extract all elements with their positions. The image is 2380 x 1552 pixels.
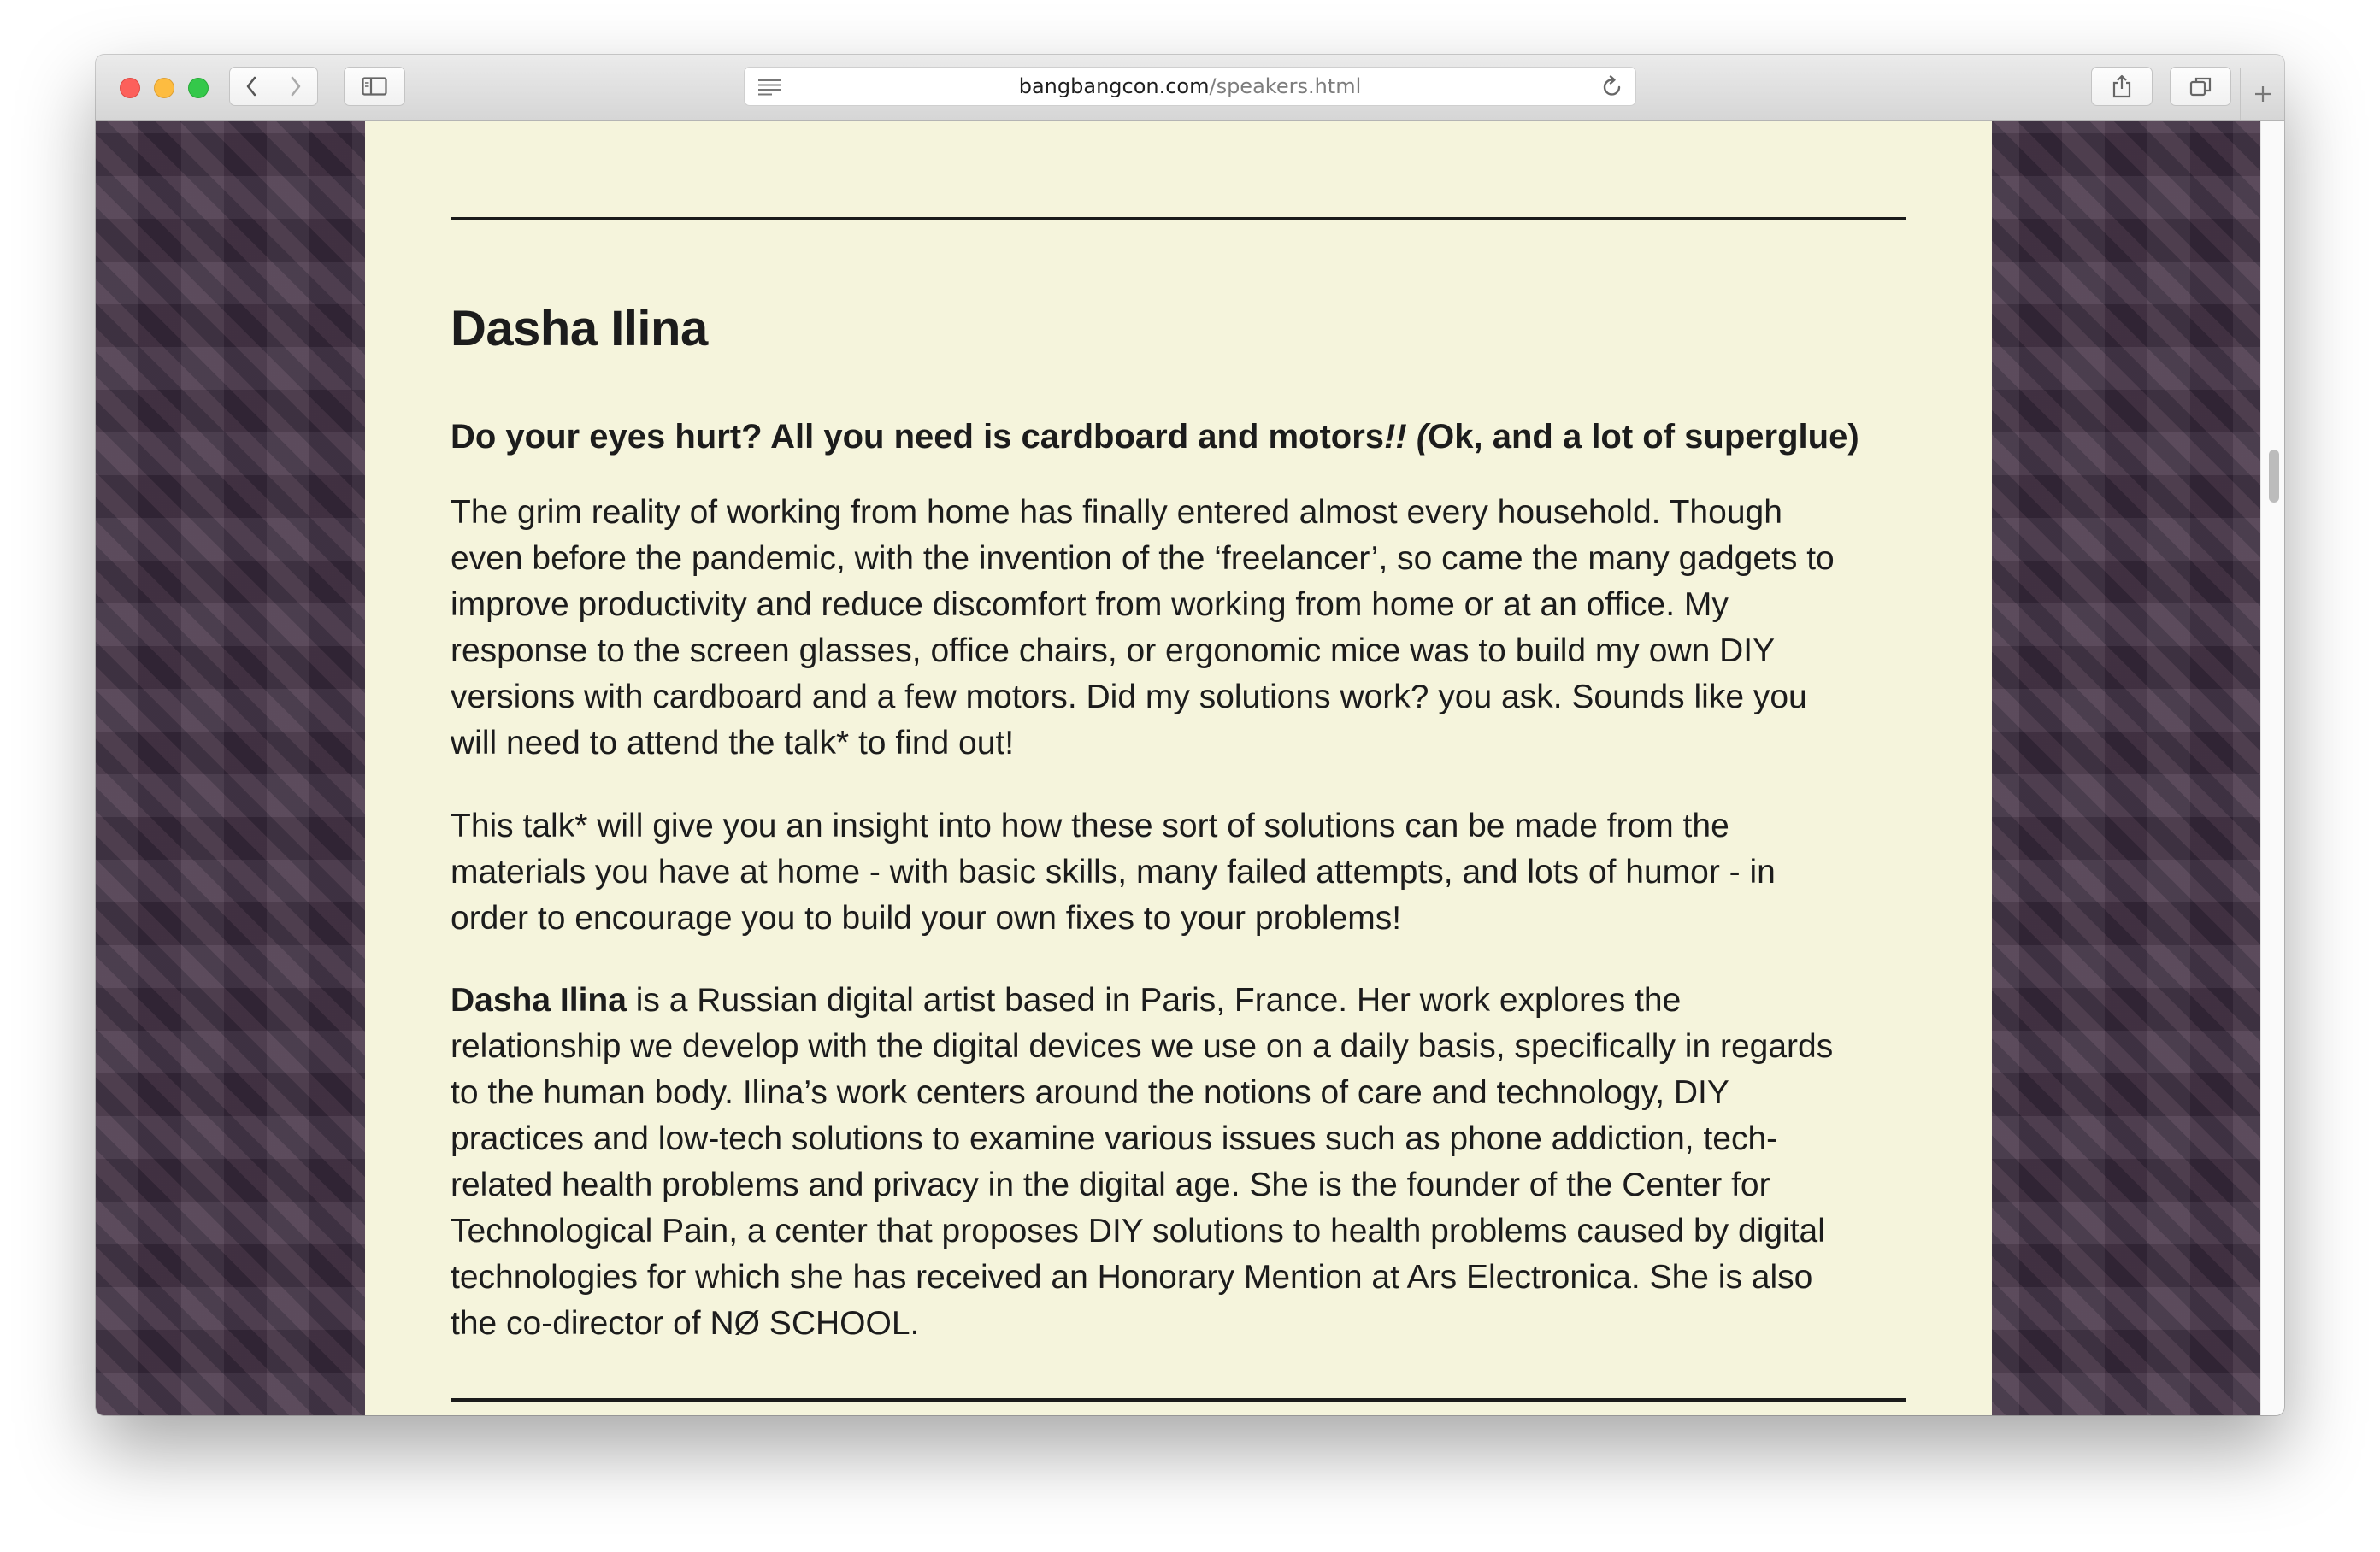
sidebar-icon [362, 77, 387, 96]
tabs-icon [2189, 76, 2212, 97]
abstract-line: even before the pandemic, with the invention of the ‘freelancer’, so came the many gadgets to [451, 540, 1835, 577]
abstract-line: response to the screen glasses, office chairs, or ergonomic mice was to build my own DIY [451, 632, 1776, 669]
talk-title [451, 414, 1921, 460]
web-page [96, 121, 2284, 1415]
abstract-line: The grim reality of working from home has finally entered almost every household. Though [451, 494, 1782, 531]
share-icon [2112, 74, 2132, 98]
address-bar[interactable] [744, 67, 1636, 106]
chevron-right-icon [290, 76, 302, 97]
bio-line: practices and low-tech solutions to examine various issues such as phone addiction, tech- [451, 1120, 1778, 1157]
vertical-scrollbar[interactable] [2260, 121, 2284, 1415]
new-tab-button[interactable] [2240, 68, 2284, 120]
speaker-content-panel [365, 121, 1992, 1415]
scrollbar-thumb[interactable] [2269, 450, 2279, 503]
bio-line: relationship we develop with the digital devices we use on a daily basis, specifically in regards [451, 1028, 1834, 1065]
minimize-window-button[interactable] [154, 78, 174, 98]
abstract-line: versions with cardboard and a few motors. Did my solutions work? you ask. Sounds like you [451, 679, 1807, 715]
back-button[interactable] [230, 68, 274, 105]
browser-window [96, 55, 2284, 1415]
abstract-line: improve productivity and reduce discomfort from working from home or at an office. My [451, 586, 1729, 623]
plus-icon [2253, 85, 2272, 103]
talk-title-emphasis: !! ( [1384, 418, 1429, 456]
url-path: /speakers.html [1209, 74, 1362, 98]
abstract-line: will need to attend the talk* to find out! [451, 725, 1015, 761]
abstract-line: order to encourage you to build your own fixes to your problems! [451, 900, 1402, 937]
browser-toolbar [96, 55, 2284, 121]
speaker-bio [451, 978, 1921, 1347]
bio-line: to the human body. Ilina’s work centers around the notions of care and technology, DIY [451, 1074, 1729, 1111]
section-divider-bottom [451, 1398, 1906, 1402]
bio-line: related health problems and privacy in the digital age. She is the founder of the Center for [451, 1167, 1770, 1203]
history-nav-group [229, 67, 318, 106]
bio-first-line-text: is a Russian digital artist based in Paris, France. Her work explores the [626, 982, 1682, 1019]
share-button[interactable] [2091, 67, 2153, 106]
section-divider-top [451, 217, 1906, 220]
bio-line: technologies for which she has received an Honorary Mention at Ars Electronica. She is also [451, 1259, 1813, 1296]
bio-line: the co-director of NØ SCHOOL. [451, 1305, 920, 1342]
talk-abstract-continued [451, 803, 1921, 942]
show-sidebar-button[interactable] [344, 67, 405, 106]
maximize-window-button[interactable] [188, 78, 209, 98]
talk-title-main: Do your eyes hurt? All you need is cardboard and motors [451, 418, 1385, 456]
bio-line: Technological Pain, a center that proposes DIY solutions to health problems caused by digital [451, 1213, 1825, 1249]
url-domain: bangbangcon.com [1018, 74, 1210, 98]
show-all-tabs-button[interactable] [2170, 67, 2231, 106]
close-window-button[interactable] [120, 78, 140, 98]
talk-title-aside: Ok, and a lot of superglue) [1428, 418, 1859, 456]
bio-line [451, 978, 1921, 1024]
talk-abstract [451, 490, 1921, 767]
bio-speaker-name: Dasha Ilina [451, 982, 627, 1019]
reload-icon[interactable] [1601, 75, 1623, 103]
forward-button[interactable] [274, 68, 318, 105]
abstract-line: This talk* will give you an insight into how these sort of solutions can be made from the [451, 808, 1729, 844]
chevron-left-icon [245, 76, 257, 97]
abstract-line: materials you have at home - with basic skills, many failed attempts, and lots of humor - in [451, 854, 1776, 891]
speaker-name: Dasha Ilina [451, 301, 708, 356]
url-display [745, 68, 1635, 105]
